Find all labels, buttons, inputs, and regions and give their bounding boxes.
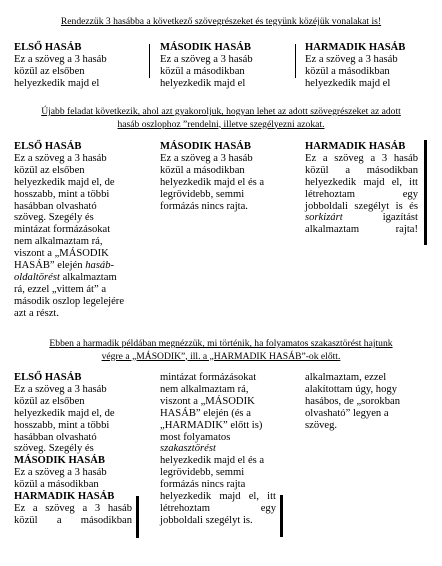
s2-col3-line: helyezkedik majd el, itt [305, 176, 418, 188]
s2-col2-line: helyezkedik majd el és a [160, 176, 265, 188]
s2-col1-line [14, 272, 138, 284]
s2-col3-line: létrehoztam egy [305, 188, 418, 200]
s3-col1-line: szöveg. Szegély és [14, 443, 94, 455]
s2-col2-heading: MÁSODIK HASÁB [160, 141, 251, 152]
s2-col1-line: második oszlop legelejére [14, 295, 125, 307]
s1-col2-line: helyezkedik majd el [160, 77, 246, 89]
s1-col1-line: Ez a szöveg a 3 hasáb [14, 53, 107, 65]
s2-col3-heading: HARMADIK HASÁB [305, 141, 406, 152]
s2-col1-line: mintázat formázásokat [14, 224, 111, 236]
s3-column-2 [160, 372, 284, 527]
s3-col1-line: közül a másodikban [14, 479, 99, 491]
s3-col2-line: HASÁB” elején (és a [160, 407, 251, 419]
s2-right-border [424, 140, 427, 245]
s3-col3-line: olvasható” legyen a [305, 407, 389, 419]
s1-column-2 [160, 42, 284, 90]
s2-col2-line: formázás nincs rajta. [160, 200, 248, 212]
s2-col3-italic-word: sorkizárt [305, 212, 343, 224]
s3-col1-line: Ez a szöveg a 3 hasáb [14, 502, 132, 514]
instruction-2 [14, 106, 428, 131]
s3-col2-line: létrehoztam egy [160, 502, 276, 514]
s2-col1-line: azt a részt. [14, 307, 59, 319]
s3-col2-line: nem alkalmaztam rá, [160, 383, 249, 395]
s3-col2-right-border [280, 495, 283, 537]
s2-col1-line: szöveg. Szegély és [14, 212, 94, 224]
s3-col2-line: helyezkedik majd el és a [160, 455, 265, 467]
s1-column-1 [14, 42, 138, 90]
s2-col1-line: hosszabb, mint a többi [14, 188, 110, 200]
s3-col1-line: Ez a szöveg a 3 hasáb [14, 383, 107, 395]
s2-col2-line: Ez a szöveg a 3 hasáb [160, 152, 253, 164]
s3-column-1 [14, 372, 138, 527]
s1-col2-line: közül a másodikban [160, 65, 245, 77]
s3-col2-line: jobboldali szegélyt is. [160, 514, 253, 526]
s2-col2-line: közül a másodikban [160, 164, 245, 176]
s2-col1-text: alkalmaztam [62, 271, 117, 283]
s2-col1-line: nem alkalmaztam rá, [14, 236, 103, 248]
s2-col1-italic-text: oldaltörést [14, 271, 60, 283]
s3-col2-line: legrövidebb, semmi [160, 467, 245, 479]
s2-col1-line: Ez a szöveg a 3 hasáb [14, 152, 107, 164]
s3-col1-line: közül a másodikban [14, 514, 132, 526]
s1-col2-line: Ez a szöveg a 3 hasáb [160, 53, 253, 65]
s3-col2-line: most folyamatos [160, 431, 231, 443]
s2-col1-line: helyezkedik majd el, de [14, 176, 115, 188]
s3-col3-line: alkalmaztam, ezzel [305, 372, 387, 383]
s1-col1-heading: ELSŐ HASÁB [14, 42, 82, 53]
s3-col2-line: mintázat formázásokat [160, 372, 257, 383]
s2-col1-line: rá, ezzel „vittem át” a [14, 283, 107, 295]
instruction-1: Rendezzük 3 hasábba a következő szövegrészeket és tegyünk közéjük vonalakat is! [60, 16, 382, 27]
s3-col2-line: viszont a „MÁSODIK [160, 395, 255, 407]
s3-col2-italic-line: szakasztörést [160, 443, 216, 455]
s2-column-2 [160, 141, 284, 212]
s2-col3-line: Ez a szöveg a 3 hasáb [305, 152, 418, 164]
s1-col3-line: helyezkedik majd el [305, 77, 391, 89]
s2-col2-line: legrövidebb, semmi [160, 188, 245, 200]
s2-col1-line [14, 260, 138, 272]
s3-col3-line: szöveg. [305, 419, 338, 431]
s2-col1-text: HASÁB” elején [14, 260, 83, 272]
s1-col1-line: közül az elsőben [14, 65, 85, 77]
s3-col1-line: hosszabb, mint a többi [14, 419, 110, 431]
s3-col1-heading-1: ELSŐ HASÁB [14, 372, 82, 383]
s1-col3-line: Ez a szöveg a 3 hasáb [305, 53, 398, 65]
s2-col1-line: viszont a „MÁSODIK [14, 248, 109, 260]
s3-col1-line: közül az elsőben [14, 395, 85, 407]
s2-col1-line: közül az elsőben [14, 164, 85, 176]
instruction-3 [14, 338, 428, 363]
instruction-3-line-1: Ebben a harmadik példában megnézzük, mi történik, ha folyamatos szakasztörést hajtunk [49, 338, 393, 349]
s2-col3-text: igazítást [382, 212, 418, 224]
s3-column-3 [305, 372, 429, 432]
s3-col1-line: hasábban olvasható [14, 431, 97, 443]
s3-col3-line: alakítottam úgy, hogy [305, 383, 397, 395]
s1-col1-line: helyezkedik majd el [14, 77, 100, 89]
s3-col3-line: hasábos, de „sorokban [305, 395, 401, 407]
s1-col3-line: közül a másodikban [305, 65, 390, 77]
s2-column-3 [305, 141, 418, 236]
s3-col2-line: „HARMADIK” előtt is) [160, 419, 263, 431]
s2-column-1 [14, 141, 138, 320]
s2-col3-line [305, 212, 418, 224]
s2-col1-line: hasábban olvasható [14, 200, 97, 212]
s2-col1-heading: ELSŐ HASÁB [14, 141, 82, 152]
s3-col1-heading-3: HARMADIK HASÁB [14, 491, 115, 503]
s2-col3-line: közül a másodikban [305, 164, 418, 176]
s1-column-divider-2 [295, 44, 296, 78]
s3-col2-line: helyezkedik majd el, itt [160, 491, 276, 503]
s2-col3-line: jobboldali szegélyt is és [305, 200, 418, 212]
s3-col1-heading-2: MÁSODIK HASÁB [14, 455, 105, 467]
s3-col1-line: Ez a szöveg a 3 hasáb [14, 467, 107, 479]
s2-col1-italic-word: hasáb- [85, 260, 115, 272]
s1-column-divider-1 [149, 44, 150, 78]
s3-col2-line: formázás nincs rajta [160, 479, 246, 491]
s2-col3-line: alkalmaztam rajta! [305, 224, 418, 236]
s3-col1-right-border [136, 496, 139, 538]
instruction-3-line-2: végre a „MÁSODIK”, ill. a „HARMADIK HASÁB”-ok előtt. [101, 350, 341, 362]
s1-column-3 [305, 42, 429, 90]
s1-col3-heading: HARMADIK HASÁB [305, 42, 406, 53]
instruction-2-line-2: hasáb oszlophoz ”rendelni, illetve szegélyezni azokat. [117, 118, 325, 130]
s3-col1-line: helyezkedik majd el, de [14, 407, 115, 419]
s1-col2-heading: MÁSODIK HASÁB [160, 42, 251, 53]
instruction-2-line-1: Újabb feladat következik, ahol azt gyakoroljuk, hogyan lehet az adott szövegrészeket az adott [41, 106, 401, 117]
